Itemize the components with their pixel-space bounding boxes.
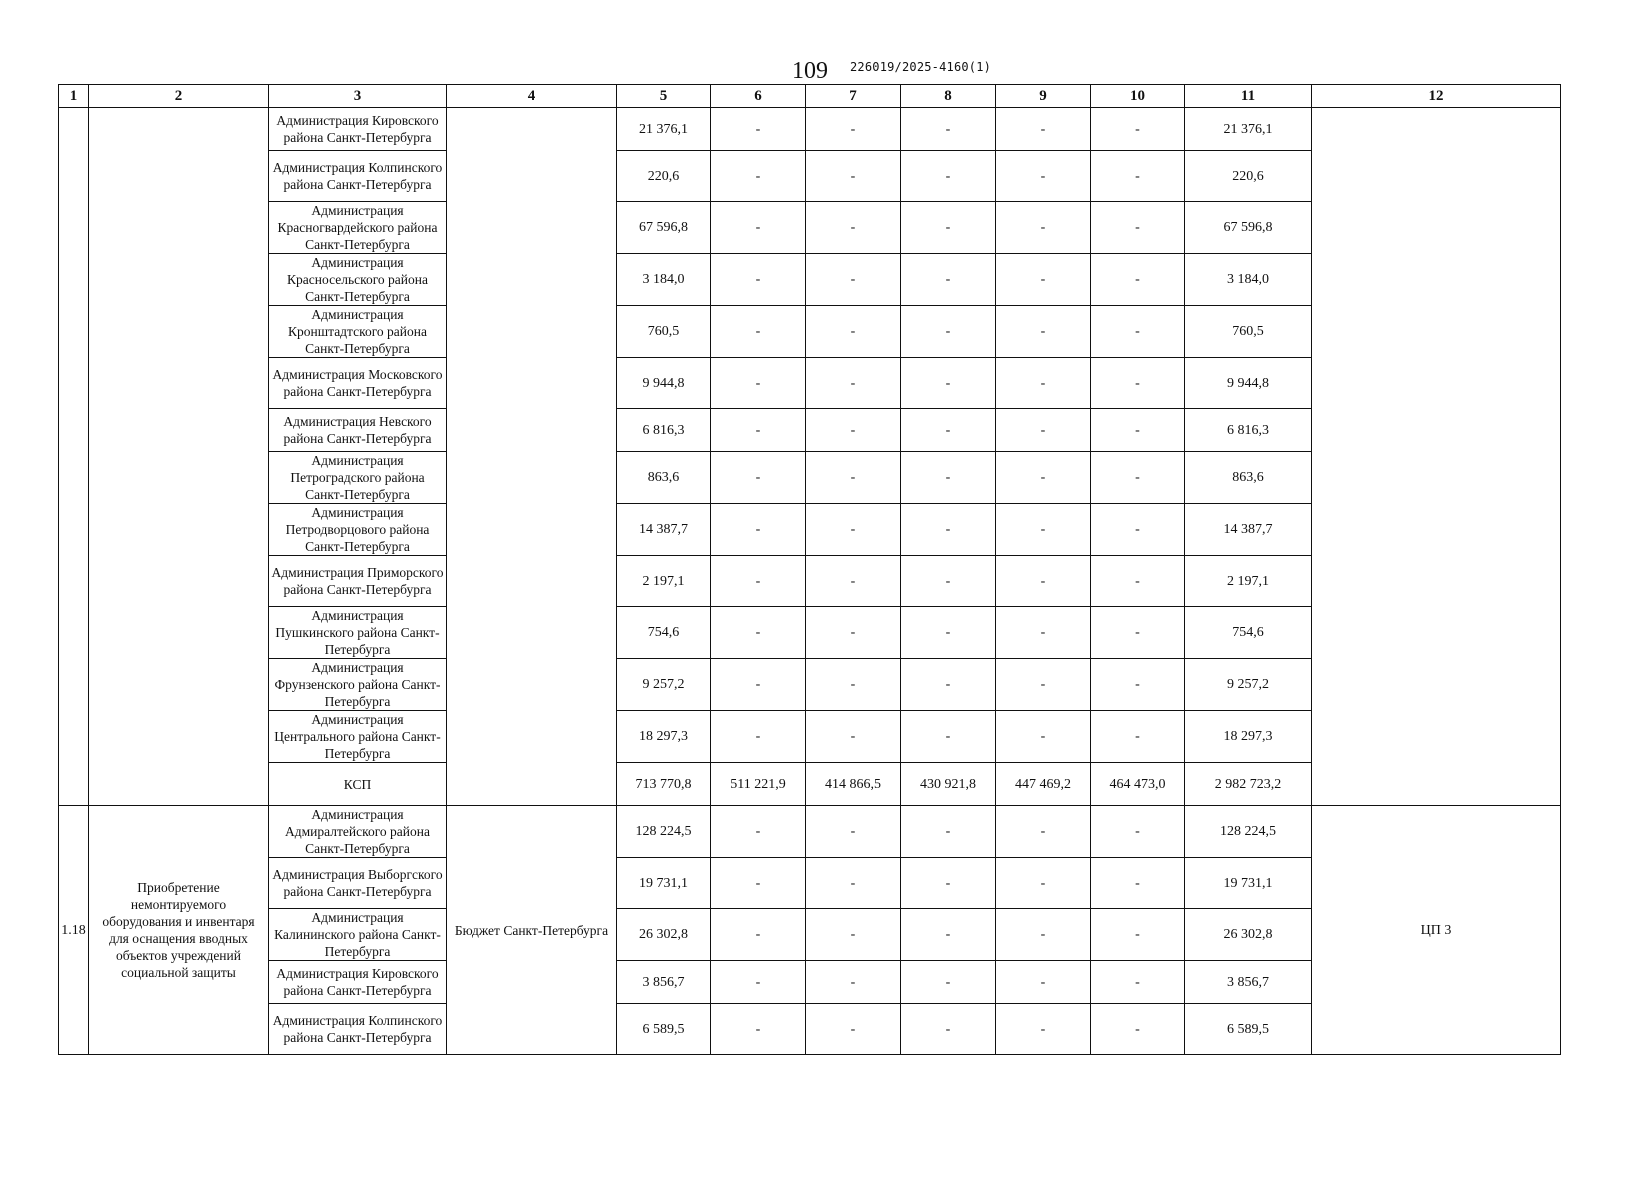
value-cell: - — [901, 858, 996, 909]
column-header: 2 — [89, 85, 269, 108]
value-cell: - — [1091, 659, 1185, 711]
value-cell: - — [806, 151, 901, 202]
value-cell: - — [901, 1004, 996, 1055]
value-cell: - — [901, 607, 996, 659]
value-cell: - — [996, 659, 1091, 711]
value-cell: - — [1091, 108, 1185, 151]
value-cell: - — [806, 806, 901, 858]
total-cell: 19 731,1 — [1185, 858, 1312, 909]
value-cell: - — [711, 358, 806, 409]
value-cell: - — [711, 452, 806, 504]
total-cell: 6 816,3 — [1185, 409, 1312, 452]
organization-cell: Администрация Кировского района Санкт-Петербурга — [269, 108, 447, 151]
organization-cell: Администрация Кировского района Санкт-Петербурга — [269, 961, 447, 1004]
item-number-cell — [59, 108, 89, 806]
total-cell: 863,6 — [1185, 452, 1312, 504]
value-cell: 6 816,3 — [617, 409, 711, 452]
target-cell — [1312, 108, 1561, 806]
value-cell: - — [1091, 306, 1185, 358]
total-cell: 760,5 — [1185, 306, 1312, 358]
value-cell: - — [901, 202, 996, 254]
value-cell: - — [711, 659, 806, 711]
table-row — [59, 108, 1561, 151]
organization-cell: Администрация Красносельского района Санкт-Петербурга — [269, 254, 447, 306]
value-cell: - — [996, 151, 1091, 202]
value-cell: - — [901, 108, 996, 151]
value-cell: - — [1091, 409, 1185, 452]
value-cell: 3 856,7 — [617, 961, 711, 1004]
value-cell: - — [711, 556, 806, 607]
value-cell: - — [901, 806, 996, 858]
value-cell: - — [901, 452, 996, 504]
value-cell: - — [996, 202, 1091, 254]
value-cell: 754,6 — [617, 607, 711, 659]
value-cell: - — [1091, 358, 1185, 409]
value-cell: - — [711, 254, 806, 306]
total-cell: 14 387,7 — [1185, 504, 1312, 556]
value-cell: 9 257,2 — [617, 659, 711, 711]
value-cell: 863,6 — [617, 452, 711, 504]
value-cell: - — [711, 909, 806, 961]
value-cell: - — [901, 409, 996, 452]
organization-cell: КСП — [269, 763, 447, 806]
value-cell: - — [806, 1004, 901, 1055]
total-cell: 754,6 — [1185, 607, 1312, 659]
value-cell: - — [806, 909, 901, 961]
value-cell: - — [806, 858, 901, 909]
total-cell: 18 297,3 — [1185, 711, 1312, 763]
value-cell: - — [711, 202, 806, 254]
value-cell: 464 473,0 — [1091, 763, 1185, 806]
column-header: 1 — [59, 85, 89, 108]
value-cell: - — [901, 306, 996, 358]
value-cell: - — [1091, 254, 1185, 306]
value-cell: - — [901, 151, 996, 202]
value-cell: - — [806, 504, 901, 556]
organization-cell: Администрация Невского района Санкт-Петербурга — [269, 409, 447, 452]
value-cell: - — [1091, 607, 1185, 659]
total-cell: 220,6 — [1185, 151, 1312, 202]
value-cell: - — [711, 409, 806, 452]
total-cell: 128 224,5 — [1185, 806, 1312, 858]
total-cell: 9 944,8 — [1185, 358, 1312, 409]
organization-cell: Администрация Кронштадтского района Санкт-Петербурга — [269, 306, 447, 358]
value-cell: - — [806, 202, 901, 254]
value-cell: - — [1091, 961, 1185, 1004]
funding-source-cell: Бюджет Санкт-Петербурга — [447, 806, 617, 1055]
value-cell: - — [996, 1004, 1091, 1055]
value-cell: 760,5 — [617, 306, 711, 358]
value-cell: - — [1091, 151, 1185, 202]
value-cell: - — [711, 961, 806, 1004]
value-cell: 220,6 — [617, 151, 711, 202]
value-cell: - — [806, 452, 901, 504]
value-cell: - — [996, 358, 1091, 409]
total-cell: 2 197,1 — [1185, 556, 1312, 607]
value-cell: - — [901, 659, 996, 711]
organization-cell: Администрация Петроградского района Санкт-Петербурга — [269, 452, 447, 504]
organization-cell: Администрация Калининского района Санкт-Петербурга — [269, 909, 447, 961]
value-cell: - — [996, 409, 1091, 452]
organization-cell: Администрация Адмиралтейского района Санкт-Петербурга — [269, 806, 447, 858]
value-cell: - — [711, 504, 806, 556]
value-cell: - — [1091, 504, 1185, 556]
value-cell: - — [806, 306, 901, 358]
value-cell: - — [1091, 556, 1185, 607]
total-cell: 3 856,7 — [1185, 961, 1312, 1004]
value-cell: 9 944,8 — [617, 358, 711, 409]
value-cell: - — [711, 858, 806, 909]
column-number-row — [59, 85, 1561, 108]
value-cell: - — [1091, 452, 1185, 504]
value-cell: - — [996, 306, 1091, 358]
value-cell: - — [711, 607, 806, 659]
organization-cell: Администрация Центрального района Санкт-Петербурга — [269, 711, 447, 763]
value-cell: 21 376,1 — [617, 108, 711, 151]
value-cell: 67 596,8 — [617, 202, 711, 254]
column-header: 12 — [1312, 85, 1561, 108]
value-cell: - — [806, 961, 901, 1004]
total-cell: 67 596,8 — [1185, 202, 1312, 254]
value-cell: - — [1091, 806, 1185, 858]
page-header — [0, 56, 1634, 86]
organization-cell: Администрация Колпинского района Санкт-Петербурга — [269, 1004, 447, 1055]
value-cell: - — [806, 358, 901, 409]
item-description-cell — [89, 108, 269, 806]
value-cell: - — [996, 254, 1091, 306]
funding-source-cell — [447, 108, 617, 806]
value-cell: 414 866,5 — [806, 763, 901, 806]
value-cell: - — [901, 961, 996, 1004]
organization-cell: Администрация Колпинского района Санкт-Петербурга — [269, 151, 447, 202]
value-cell: - — [806, 409, 901, 452]
value-cell: - — [711, 711, 806, 763]
value-cell: 128 224,5 — [617, 806, 711, 858]
organization-cell: Администрация Приморского района Санкт-Петербурга — [269, 556, 447, 607]
value-cell: - — [806, 254, 901, 306]
value-cell: - — [996, 607, 1091, 659]
page-number: 109 — [792, 58, 828, 84]
total-cell: 21 376,1 — [1185, 108, 1312, 151]
value-cell: 6 589,5 — [617, 1004, 711, 1055]
value-cell: - — [996, 806, 1091, 858]
value-cell: - — [806, 607, 901, 659]
target-cell: ЦП 3 — [1312, 806, 1561, 1055]
column-header: 6 — [711, 85, 806, 108]
value-cell: - — [996, 108, 1091, 151]
column-header: 11 — [1185, 85, 1312, 108]
budget-table — [58, 84, 1561, 1055]
value-cell: 430 921,8 — [901, 763, 996, 806]
total-cell: 9 257,2 — [1185, 659, 1312, 711]
value-cell: - — [1091, 202, 1185, 254]
organization-cell: Администрация Красногвардейского района Санкт-Петербурга — [269, 202, 447, 254]
total-cell: 2 982 723,2 — [1185, 763, 1312, 806]
value-cell: - — [1091, 1004, 1185, 1055]
value-cell: - — [711, 108, 806, 151]
organization-cell: Администрация Выборгского района Санкт-Петербурга — [269, 858, 447, 909]
value-cell: - — [901, 909, 996, 961]
value-cell: 2 197,1 — [617, 556, 711, 607]
column-header: 7 — [806, 85, 901, 108]
value-cell: - — [996, 504, 1091, 556]
value-cell: - — [901, 504, 996, 556]
value-cell: 14 387,7 — [617, 504, 711, 556]
value-cell: - — [996, 909, 1091, 961]
value-cell: - — [1091, 909, 1185, 961]
value-cell: - — [1091, 858, 1185, 909]
value-cell: 26 302,8 — [617, 909, 711, 961]
value-cell: - — [711, 306, 806, 358]
value-cell: 447 469,2 — [996, 763, 1091, 806]
value-cell: - — [996, 556, 1091, 607]
value-cell: 3 184,0 — [617, 254, 711, 306]
item-number-cell: 1.18 — [59, 806, 89, 1055]
column-header: 5 — [617, 85, 711, 108]
total-cell: 6 589,5 — [1185, 1004, 1312, 1055]
column-header: 3 — [269, 85, 447, 108]
organization-cell: Администрация Московского района Санкт-Петербурга — [269, 358, 447, 409]
value-cell: - — [711, 806, 806, 858]
column-header: 8 — [901, 85, 996, 108]
value-cell: - — [806, 711, 901, 763]
value-cell: - — [901, 556, 996, 607]
organization-cell: Администрация Фрунзенского района Санкт-Петербурга — [269, 659, 447, 711]
document-id: 226019/2025-4160(1) — [850, 60, 992, 74]
value-cell: - — [1091, 711, 1185, 763]
value-cell: - — [806, 556, 901, 607]
value-cell: 713 770,8 — [617, 763, 711, 806]
table-row — [59, 806, 1561, 858]
total-cell: 26 302,8 — [1185, 909, 1312, 961]
value-cell: 19 731,1 — [617, 858, 711, 909]
value-cell: - — [901, 711, 996, 763]
value-cell: - — [806, 659, 901, 711]
value-cell: - — [901, 358, 996, 409]
value-cell: - — [996, 452, 1091, 504]
column-header: 9 — [996, 85, 1091, 108]
total-cell: 3 184,0 — [1185, 254, 1312, 306]
value-cell: - — [996, 711, 1091, 763]
item-description-cell: Приобретение немонтируемого оборудования и инвентаря для оснащения вводных объектов учреждений социальной защиты — [89, 806, 269, 1055]
value-cell: 511 221,9 — [711, 763, 806, 806]
value-cell: - — [711, 151, 806, 202]
value-cell: - — [806, 108, 901, 151]
organization-cell: Администрация Петродворцового района Санкт-Петербурга — [269, 504, 447, 556]
column-header: 4 — [447, 85, 617, 108]
organization-cell: Администрация Пушкинского района Санкт-Петербурга — [269, 607, 447, 659]
value-cell: 18 297,3 — [617, 711, 711, 763]
column-header: 10 — [1091, 85, 1185, 108]
value-cell: - — [901, 254, 996, 306]
value-cell: - — [996, 961, 1091, 1004]
value-cell: - — [996, 858, 1091, 909]
value-cell: - — [711, 1004, 806, 1055]
